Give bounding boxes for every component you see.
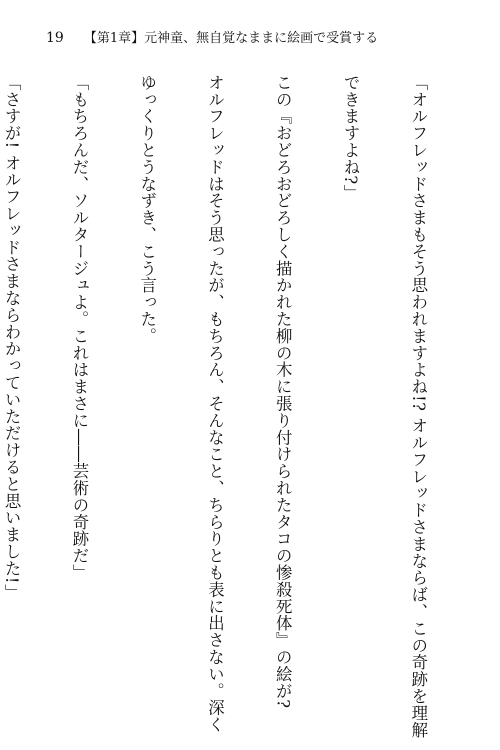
page-number: 19 bbox=[46, 30, 64, 46]
text-line: 「もちろんだ、ソルタージュよ。これはまさに――芸術の奇跡だ」 bbox=[69, 74, 89, 581]
vertical-body-text bbox=[2, 74, 474, 739]
page-header bbox=[46, 28, 378, 49]
text-line: 「オルフレッドさまもそう思われますよね!? オルフレッドさまならば、この奇跡を理解 bbox=[408, 74, 428, 739]
text-line: 「さすが! オルフレッドさまならわかっていただけると思いました!」 bbox=[2, 74, 22, 601]
text-line: できますよね?」 bbox=[341, 74, 361, 202]
chapter-title: 【第1章】元神童、無自覚なままに絵画で受賞する bbox=[83, 31, 379, 46]
text-line: この『おどろおどろしく描かれた柳の木に張り付けられたタコの惨殺死体』の絵が? bbox=[273, 74, 293, 709]
text-line: オルフレッドはそう思ったが、もちろん、そんなこと、ちらりとも表に出さない。深く bbox=[205, 74, 225, 734]
text-line: ゆっくりとうなずき、こう言った。 bbox=[137, 74, 157, 345]
